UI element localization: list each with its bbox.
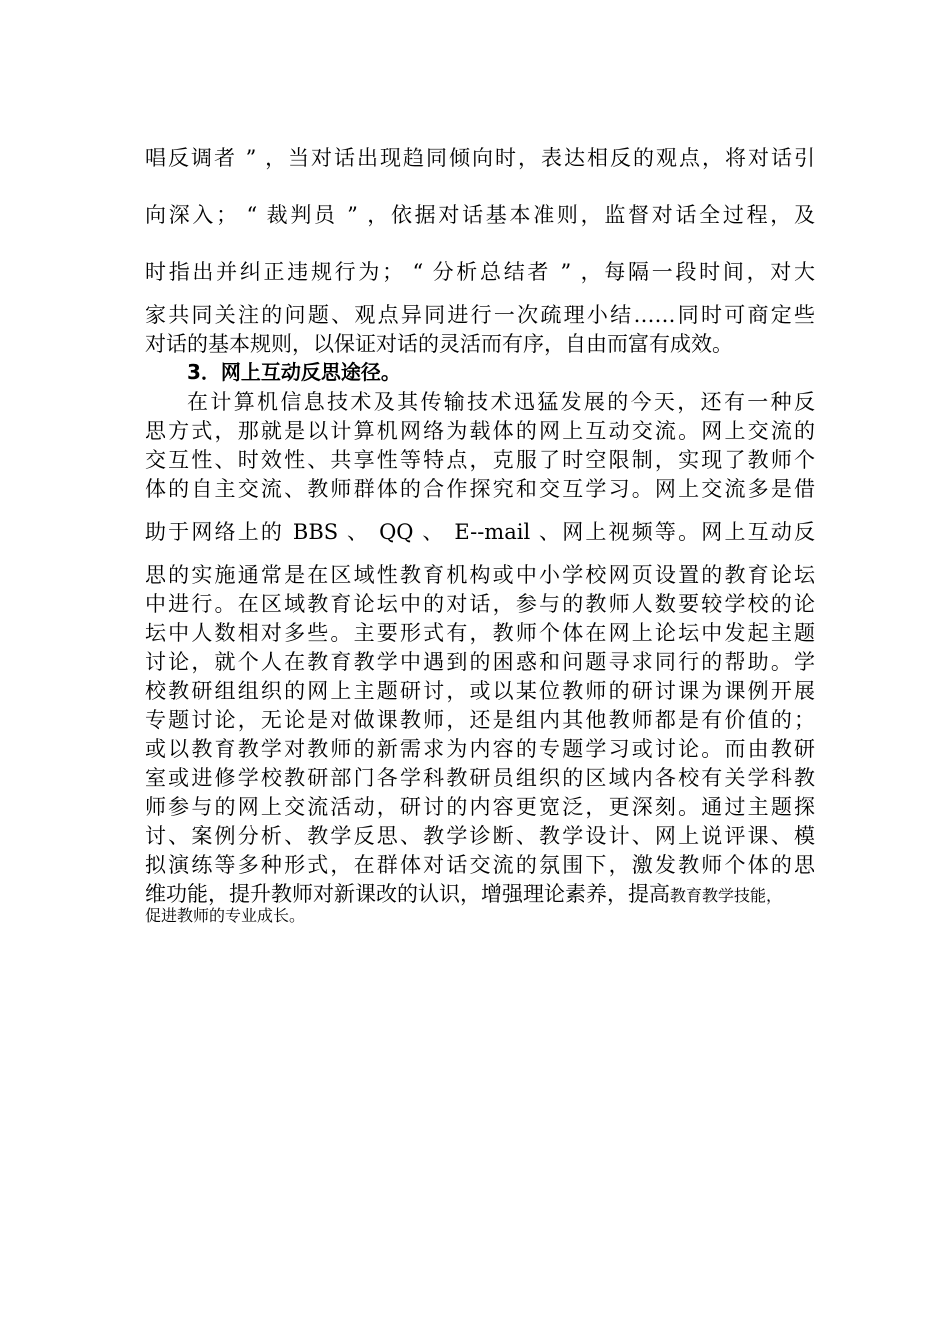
text-line: 体的自主交流、教师群体的合作探究和交互学习。网上交流多是借 — [145, 477, 815, 501]
text-line: 拟演练等多种形式，在群体对话交流的氛围下，激发教师个体的思 — [145, 853, 815, 877]
text-line: 校教研组组织的网上主题研讨，或以某位教师的研讨课为课例开展 — [145, 679, 815, 703]
text-line: 思的实施通常是在区域性教育机构或中小学校网页设置的教育论坛 — [145, 563, 815, 587]
text-run-small: 教育教学技能， — [670, 886, 783, 905]
text-line: 师参与的网上交流活动，研讨的内容更宽泛，更深刻。通过主题探 — [145, 795, 815, 819]
text-line: 专题讨论，无论是对做课教师，还是组内其他教师都是有价值的； — [145, 708, 815, 732]
text-line-mixed — [145, 881, 815, 909]
text-line: 交互性、时效性、共享性等特点，克服了时空限制，实现了教师个 — [145, 448, 815, 472]
text-line: 室或进修学校教研部门各学科教研员组织的区域内各校有关学科教 — [145, 766, 815, 790]
text-line: 唱反调者 ” ，当对话出现趋同倾向时，表达相反的观点，将对话引 — [145, 146, 815, 170]
text-line: 中进行。在区域教育论坛中的对话，参与的教师人数要较学校的论 — [145, 592, 815, 616]
text-line: 讨论，就个人在教育教学中遇到的困惑和问题寻求同行的帮助。学 — [145, 650, 815, 674]
paragraph-first-line: 在计算机信息技术及其传输技术迅猛发展的今天，还有一种反 — [187, 390, 815, 414]
text-line: 讨、案例分析、教学反思、教学诊断、教学设计、网上说评课、模 — [145, 824, 815, 848]
text-line: 思方式，那就是以计算机网络为载体的网上互动交流。网上交流的 — [145, 419, 815, 443]
text-line: 向深入； “ 裁判员 ” ，依据对话基本准则，监督对话全过程，及 — [145, 203, 815, 227]
text-line: 对话的基本规则，以保证对话的灵活而有序，自由而富有成效。 — [145, 332, 733, 356]
text-line-small: 促进教师的专业成长。 — [145, 906, 306, 925]
text-run: 维功能，提升教师对新课改的认识，增强理论素养，提高 — [145, 882, 670, 906]
text-line: 时指出并纠正违规行为； “ 分析总结者 ” ，每隔一段时间，对大 — [145, 260, 815, 284]
text-line: 或以教育教学对教师的新需求为内容的专题学习或讨论。而由教研 — [145, 737, 815, 761]
text-line: 家共同关注的问题、观点异同进行一次疏理小结……同时可商定些 — [145, 303, 815, 327]
section-heading: 3．网上互动反思途径。 — [187, 360, 401, 384]
text-line: 助于网络上的 BBS 、 QQ 、 E--mail 、网上视频等。网上互动反 — [145, 520, 815, 544]
text-line: 坛中人数相对多些。主要形式有，教师个体在网上论坛中发起主题 — [145, 621, 815, 645]
